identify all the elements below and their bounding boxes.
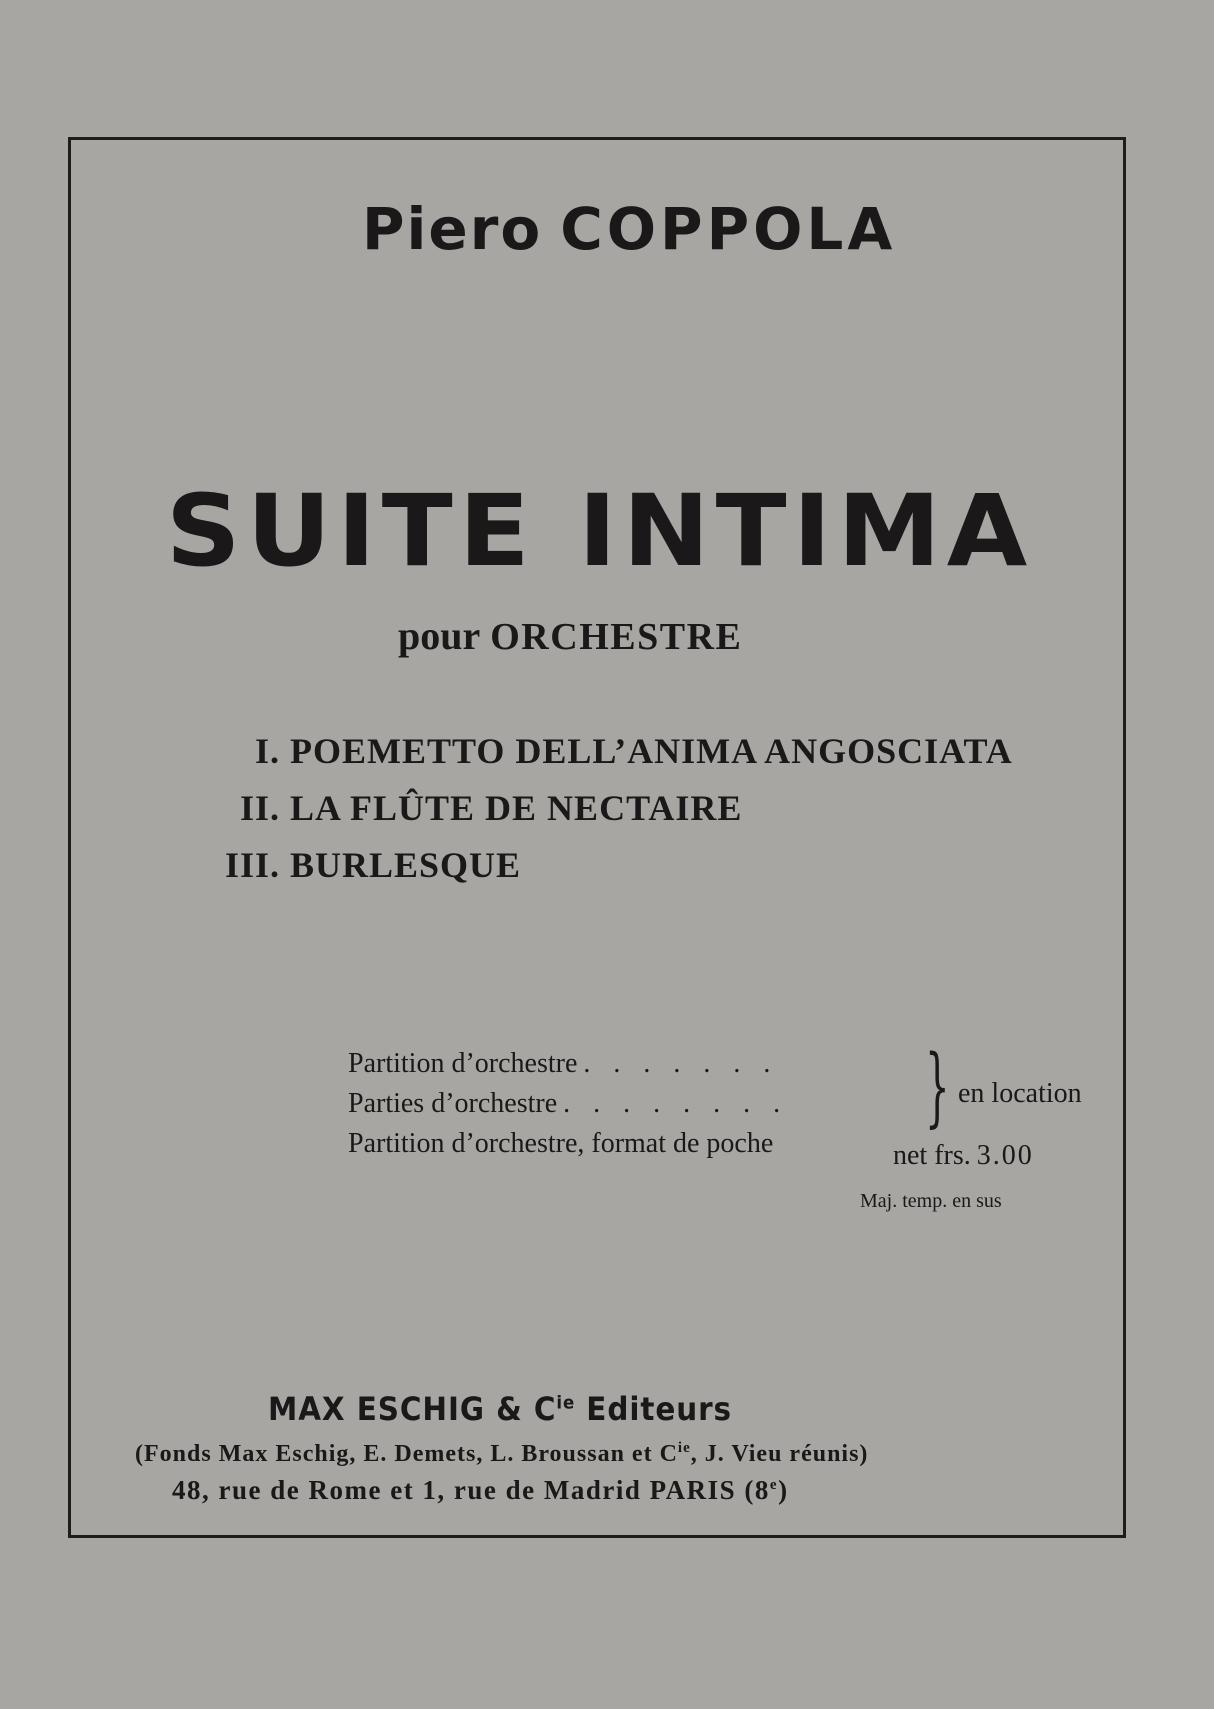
composer-name — [362, 195, 896, 263]
publisher-name-text: MAX ESCHIG & C — [268, 1390, 557, 1428]
address-suffix: ) — [778, 1475, 789, 1505]
price-item-leader: ........ — [563, 1088, 804, 1119]
price-amount: 3.00 — [976, 1140, 1034, 1171]
pocket-score-price — [893, 1140, 1034, 1172]
movement-list — [200, 730, 1013, 901]
subtitle — [398, 612, 742, 659]
price-item-label: Partition d’orchestre, format de poche — [348, 1128, 774, 1159]
curly-brace-icon: } — [925, 1037, 950, 1137]
movement-number: I. — [254, 731, 280, 771]
price-item-label: Parties d’orchestre — [348, 1088, 558, 1119]
price-note: Maj. temp. en sus — [860, 1190, 1002, 1212]
publisher-name-suffix: Editeurs — [575, 1390, 732, 1428]
publisher-name — [268, 1390, 732, 1428]
subtitle-orchestre: ORCHESTRE — [490, 616, 743, 658]
movement-item — [200, 787, 1013, 844]
fonds-suffix: , J. Vieu réunis) — [690, 1441, 869, 1467]
movement-number: II. — [239, 788, 280, 828]
movement-name: BURLESQUE — [290, 845, 522, 885]
composer-last-name: COPPOLA — [560, 195, 897, 263]
composer-first-name: Piero — [362, 195, 543, 263]
price-item-leader: ....... — [583, 1048, 794, 1079]
price-prefix: net frs. — [893, 1140, 971, 1171]
movement-name: LA FLÛTE DE NECTAIRE — [290, 788, 743, 828]
movement-item — [200, 730, 1013, 787]
publisher-name-superscript: ie — [556, 1392, 576, 1414]
price-list — [348, 1048, 803, 1168]
fonds-superscript: ie — [677, 1440, 691, 1456]
publisher-fonds — [135, 1440, 868, 1468]
price-item — [348, 1128, 803, 1168]
movement-number: III. — [224, 845, 280, 885]
fonds-text: (Fonds Max Eschig, E. Demets, L. Broussan et C — [135, 1441, 678, 1467]
price-item-label: Partition d’orchestre — [348, 1048, 578, 1079]
price-item — [348, 1088, 803, 1128]
address-superscript: e — [769, 1477, 779, 1493]
en-location-label: en location — [958, 1078, 1082, 1109]
work-title: SUITE INTIMA — [165, 473, 1034, 589]
publisher-address — [172, 1475, 789, 1506]
movement-name: POEMETTO DELL’ANIMA ANGOSCIATA — [290, 731, 1013, 771]
movement-item — [200, 844, 1013, 901]
subtitle-pour: pour — [398, 613, 481, 658]
address-text: 48, rue de Rome et 1, rue de Madrid PARIS (8 — [172, 1475, 770, 1505]
price-item — [348, 1048, 803, 1088]
